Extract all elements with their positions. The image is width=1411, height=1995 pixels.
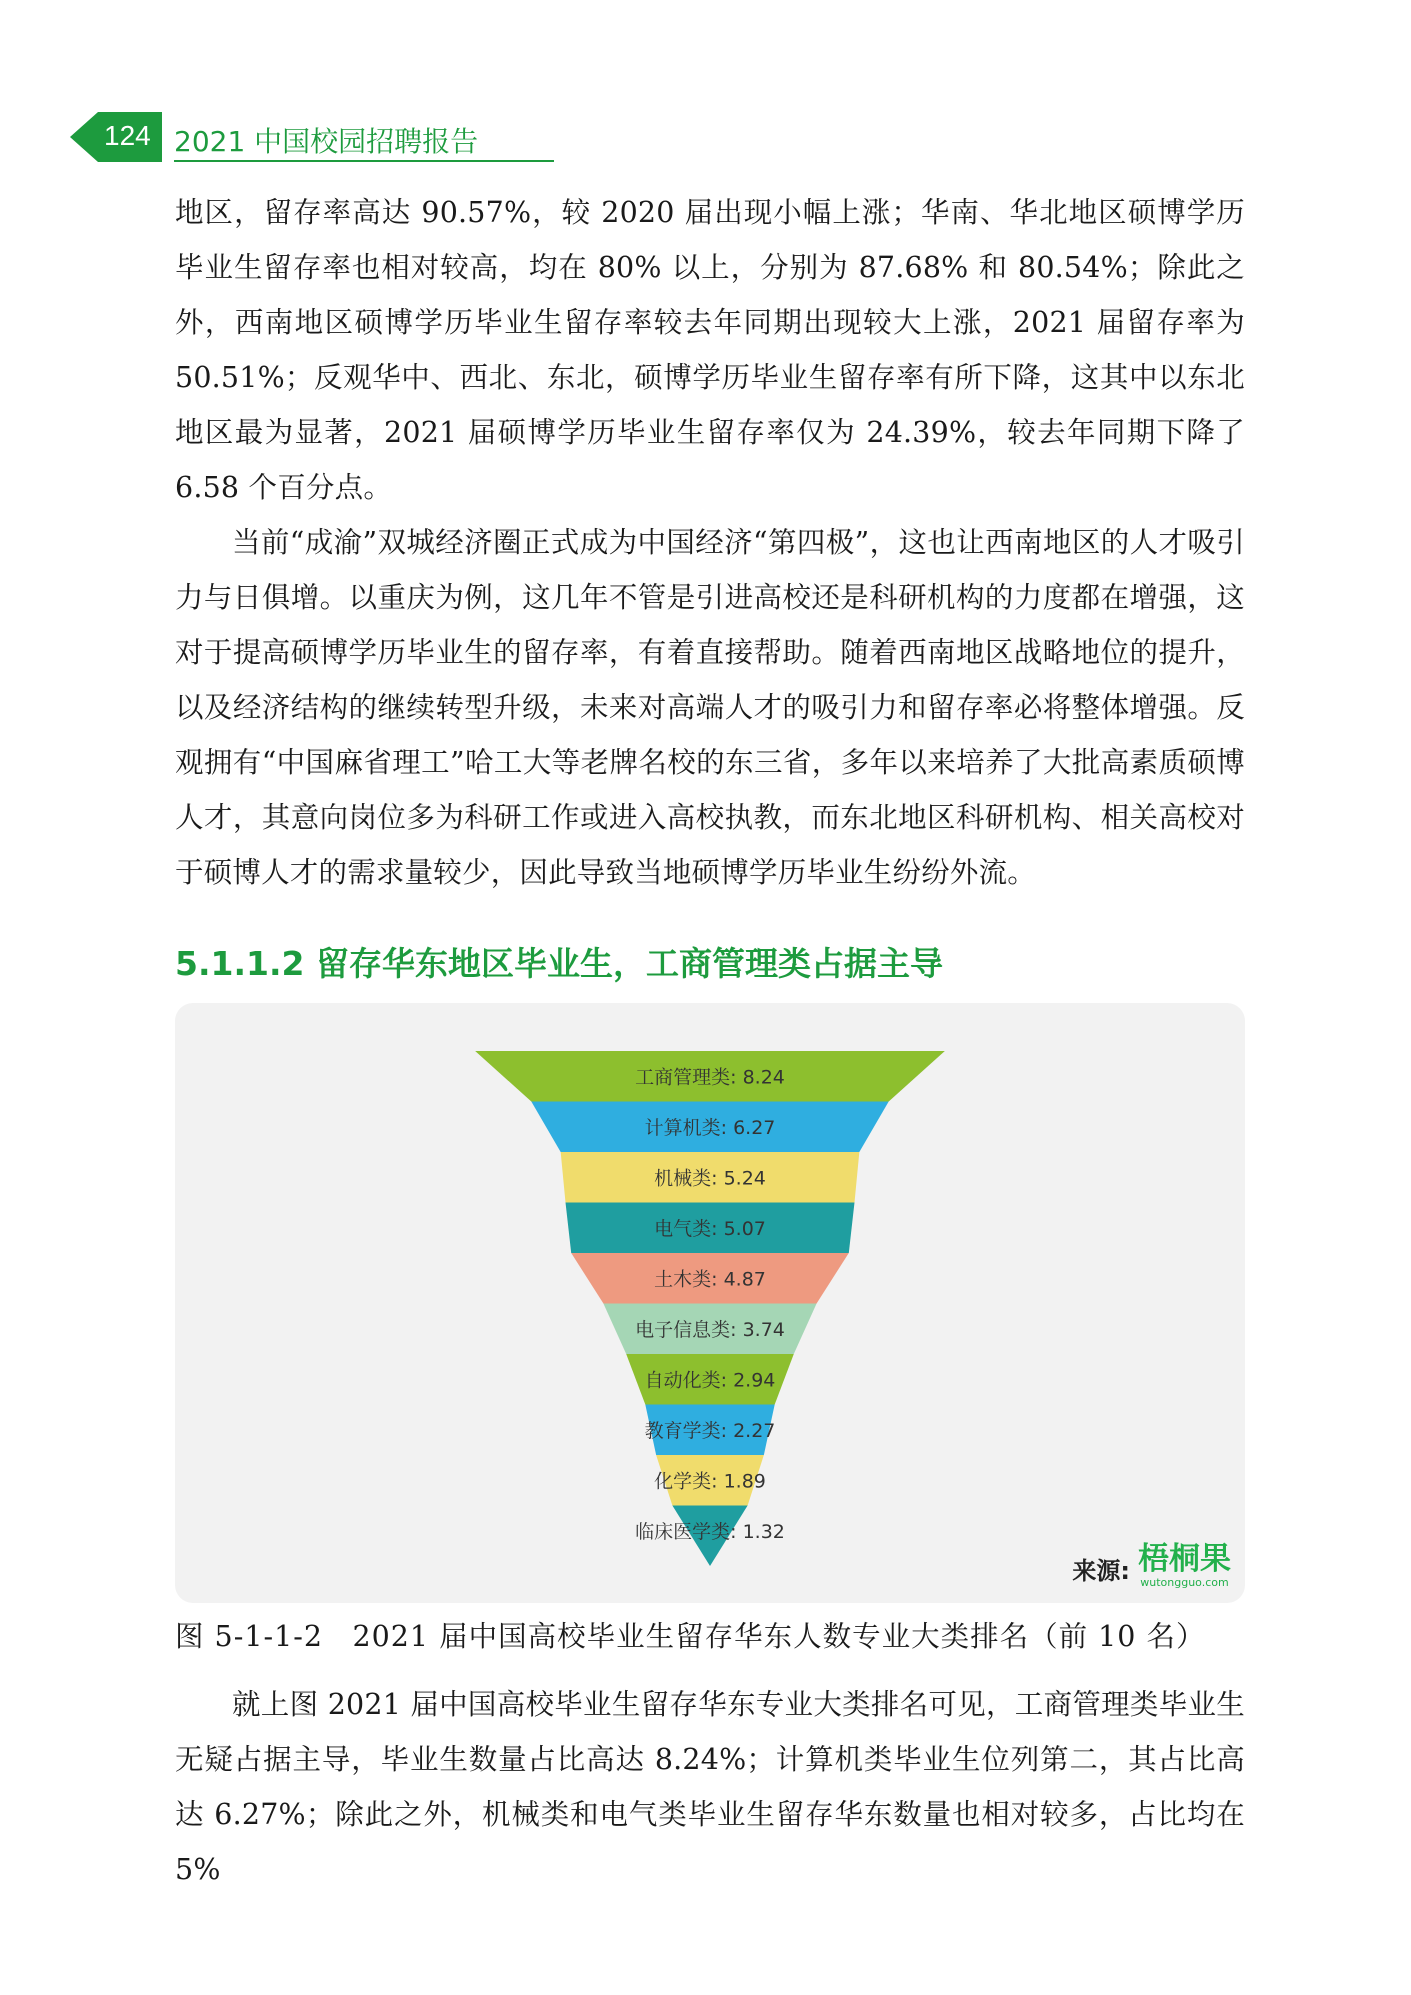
brand-name: 梧桐果 — [1138, 1541, 1231, 1577]
page-header — [70, 112, 490, 164]
report-title: 2021 中国校园招聘报告 — [174, 125, 479, 158]
funnel-label: 机械类: 5.24 — [654, 1167, 766, 1190]
body-text-bottom — [175, 1677, 1245, 1897]
paragraph: 就上图 2021 届中国高校毕业生留存华东专业大类排名可见，工商管理类毕业生无疑占据主导，毕业生数量占比高达 8.24%；计算机类毕业生位列第二，其占比高达 6.27%；除此之外，机械类和电气类毕业生留存华东数量也相对较多，占比均在 5% — [175, 1688, 1245, 1886]
funnel-label: 计算机类: 6.27 — [644, 1116, 776, 1139]
paragraph: 地区，留存率高达 90.57%，较 2020 届出现小幅上涨；华南、华北地区硕博学历毕业生留存率也相对较高，均在 80% 以上，分别为 87.68% 和 80.54%；除此之外，西南地区硕博学历毕业生留存率较去年同期出现较大上涨，2021 届留存率为 50.51%；反观华中、西北、东北，硕博学历毕业生留存率有所下降，这其中以东北地区最为显著，2021 届硕博学历毕业生留存率仅为 24.39%，较去年同期下降了 6.58 个百分点。 — [175, 196, 1245, 504]
funnel-label: 土木类: 4.87 — [654, 1268, 766, 1291]
section-heading: 5.1.1.2 留存华东地区毕业生，工商管理类占据主导 — [175, 944, 943, 983]
funnel-chart — [175, 1003, 1245, 1603]
page-number: 124 — [104, 120, 151, 151]
funnel-label: 工商管理类: 8.24 — [635, 1066, 785, 1089]
brand-logo — [1138, 1541, 1231, 1589]
header-rule — [174, 160, 554, 162]
paragraph: 当前“成渝”双城经济圈正式成为中国经济“第四极”，这也让西南地区的人才吸引力与日俱增。以重庆为例，这几年不管是引进高校还是科研机构的力度都在增强，这对于提高硕博学历毕业生的留存率，有着直接帮助。随着西南地区战略地位的提升，以及经济结构的继续转型升级，未来对高端人才的吸引力和留存率必将整体增强。反观拥有“中国麻省理工”哈工大等老牌名校的东三省，多年以来培养了大批高素质硕博人才，其意向岗位多为科研工作或进入高校执教，而东北地区科研机构、相关高校对于硕博人才的需求量较少，因此导致当地硕博学历毕业生纷纷外流。 — [175, 526, 1245, 889]
funnel-label: 教育学类: 2.27 — [644, 1419, 776, 1442]
funnel-label: 自动化类: 2.94 — [644, 1369, 776, 1392]
funnel-label: 电气类: 5.07 — [654, 1217, 766, 1240]
source-label: 来源: — [1072, 1557, 1130, 1585]
funnel-label: 化学类: 1.89 — [654, 1470, 766, 1493]
brand-domain: wutongguo.com — [1140, 1576, 1229, 1589]
funnel-label: 临床医学类: 1.32 — [635, 1520, 785, 1543]
figure-caption: 图 5-1-1-2 2021 届中国高校毕业生留存华东人数专业大类排名（前 10 名） — [175, 1620, 1206, 1653]
body-text-top — [175, 185, 1245, 900]
funnel-chart-card — [175, 1003, 1245, 1603]
funnel-label: 电子信息类: 3.74 — [635, 1318, 785, 1341]
chart-source — [1072, 1541, 1231, 1589]
